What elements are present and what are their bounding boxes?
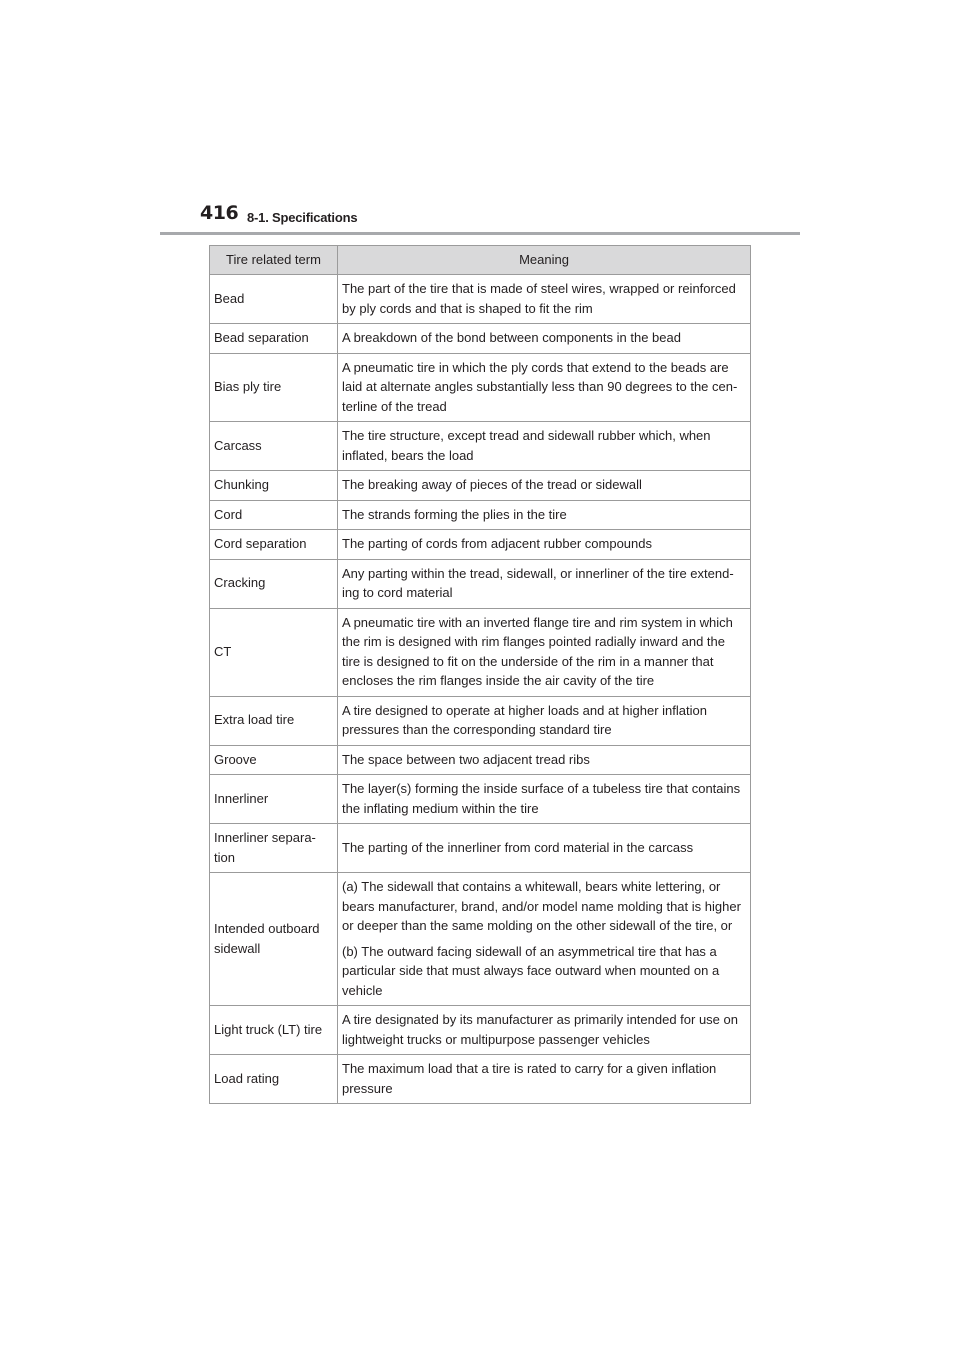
- table-row: [210, 873, 751, 1006]
- table-row: [210, 696, 751, 745]
- term-cell: Cord separation: [210, 530, 338, 560]
- column-header-term: Tire related term: [210, 246, 338, 275]
- term-cell: Extra load tire: [210, 696, 338, 745]
- term-cell: Groove: [210, 745, 338, 775]
- table-row: [210, 775, 751, 824]
- section-title: 8-1. Specifications: [247, 210, 358, 225]
- meaning-cell: [338, 745, 751, 775]
- term-cell: Bead separation: [210, 324, 338, 354]
- meaning-paragraph: A tire designated by its manufacturer as primarily intended for use on lightweight trucks or multipurpose passenger vehicles: [342, 1012, 738, 1047]
- term-cell: Cord: [210, 500, 338, 530]
- table-row: [210, 745, 751, 775]
- meaning-cell: [338, 471, 751, 501]
- meaning-paragraph: The layer(s) forming the inside surface of a tubeless tire that contains the inflating medium within the tire: [342, 781, 741, 816]
- meaning-cell: [338, 824, 751, 873]
- meaning-paragraph: A tire designed to operate at higher loads and at higher inflation pressures than the corresponding standard tire: [342, 702, 707, 737]
- column-header-meaning: Meaning: [338, 246, 751, 275]
- meaning-cell: [338, 873, 751, 1006]
- term-cell: Intended outboard sidewall: [210, 873, 338, 1006]
- meaning-paragraph: The breaking away of pieces of the tread or sidewall: [342, 477, 642, 492]
- table-row: [210, 471, 751, 501]
- meaning-paragraph: The parting of cords from adjacent rubber compounds: [342, 536, 653, 551]
- meaning-cell: [338, 608, 751, 696]
- table-row: [210, 324, 751, 354]
- meaning-paragraph: The space between two adjacent tread ribs: [342, 751, 590, 767]
- meaning-paragraph: Any parting within the tread, sidewall, or innerliner of the tire extend-ing to cord material: [342, 565, 734, 600]
- table-row: [210, 500, 751, 530]
- table-row: [210, 1055, 751, 1104]
- table-row: [210, 275, 751, 324]
- meaning-paragraph: (b) The outward facing sidewall of an asymmetrical tire that has a particular side that must always face outward when mounted on a vehicle: [342, 943, 720, 998]
- meaning-cell: [338, 696, 751, 745]
- table-row: [210, 824, 751, 873]
- term-cell: Cracking: [210, 559, 338, 608]
- term-cell: Carcass: [210, 422, 338, 471]
- meaning-paragraph: The parting of the innerliner from cord material in the carcass: [342, 839, 694, 855]
- meaning-paragraph: A pneumatic tire in which the ply cords that extend to the beads are laid at alternate angles substantially less than 90 degrees to the cen-terline of the tread: [342, 359, 738, 414]
- table-row: [210, 1006, 751, 1055]
- table-row: [210, 608, 751, 696]
- term-cell: Chunking: [210, 471, 338, 501]
- term-cell: Innerliner: [210, 775, 338, 824]
- meaning-cell: [338, 559, 751, 608]
- term-cell: CT: [210, 608, 338, 696]
- meaning-cell: [338, 530, 751, 560]
- meaning-cell: [338, 1055, 751, 1104]
- table-row: [210, 559, 751, 608]
- meaning-cell: [338, 275, 751, 324]
- meaning-paragraph: The strands forming the plies in the tire: [342, 506, 567, 522]
- page-header: [160, 200, 800, 236]
- meaning-paragraph: The maximum load that a tire is rated to carry for a given inflation pressure: [342, 1061, 717, 1096]
- term-cell: Bias ply tire: [210, 353, 338, 422]
- table-header-row: [210, 246, 751, 275]
- meaning-paragraph: The part of the tire that is made of steel wires, wrapped or reinforced by ply cords and that is shaped to fit the rim: [342, 281, 736, 316]
- table-row: [210, 530, 751, 560]
- header-rule: [160, 232, 800, 235]
- term-cell: Load rating: [210, 1055, 338, 1104]
- meaning-paragraph: A breakdown of the bond between components in the bead: [342, 330, 681, 345]
- tire-terms-table: [209, 245, 751, 1104]
- term-cell: Light truck (LT) tire: [210, 1006, 338, 1055]
- meaning-cell: [338, 422, 751, 471]
- meaning-cell: [338, 324, 751, 354]
- meaning-paragraph: The tire structure, except tread and sidewall rubber which, when inflated, bears the load: [342, 428, 711, 463]
- term-cell: Innerliner separa-tion: [210, 824, 338, 873]
- meaning-paragraph: (a) The sidewall that contains a whitewall, bears white lettering, or bears manufacturer, brand, and/or model name molding that is higher or deeper than the same molding on the other sidewall of the tire, or: [342, 879, 741, 933]
- term-cell: Bead: [210, 275, 338, 324]
- meaning-cell: [338, 500, 751, 530]
- table-body: [210, 275, 751, 1104]
- meaning-cell: [338, 353, 751, 422]
- meaning-paragraph: A pneumatic tire with an inverted flange tire and rim system in which the rim is designed with rim flanges pointed radially inward and the tire is designed to fit on the underside of the rim in a manner that encloses the rim flanges inside the air cavity of the tire: [342, 614, 733, 688]
- meaning-cell: [338, 1006, 751, 1055]
- table-row: [210, 422, 751, 471]
- page-number: 416: [200, 202, 239, 224]
- meaning-cell: [338, 775, 751, 824]
- table-row: [210, 353, 751, 422]
